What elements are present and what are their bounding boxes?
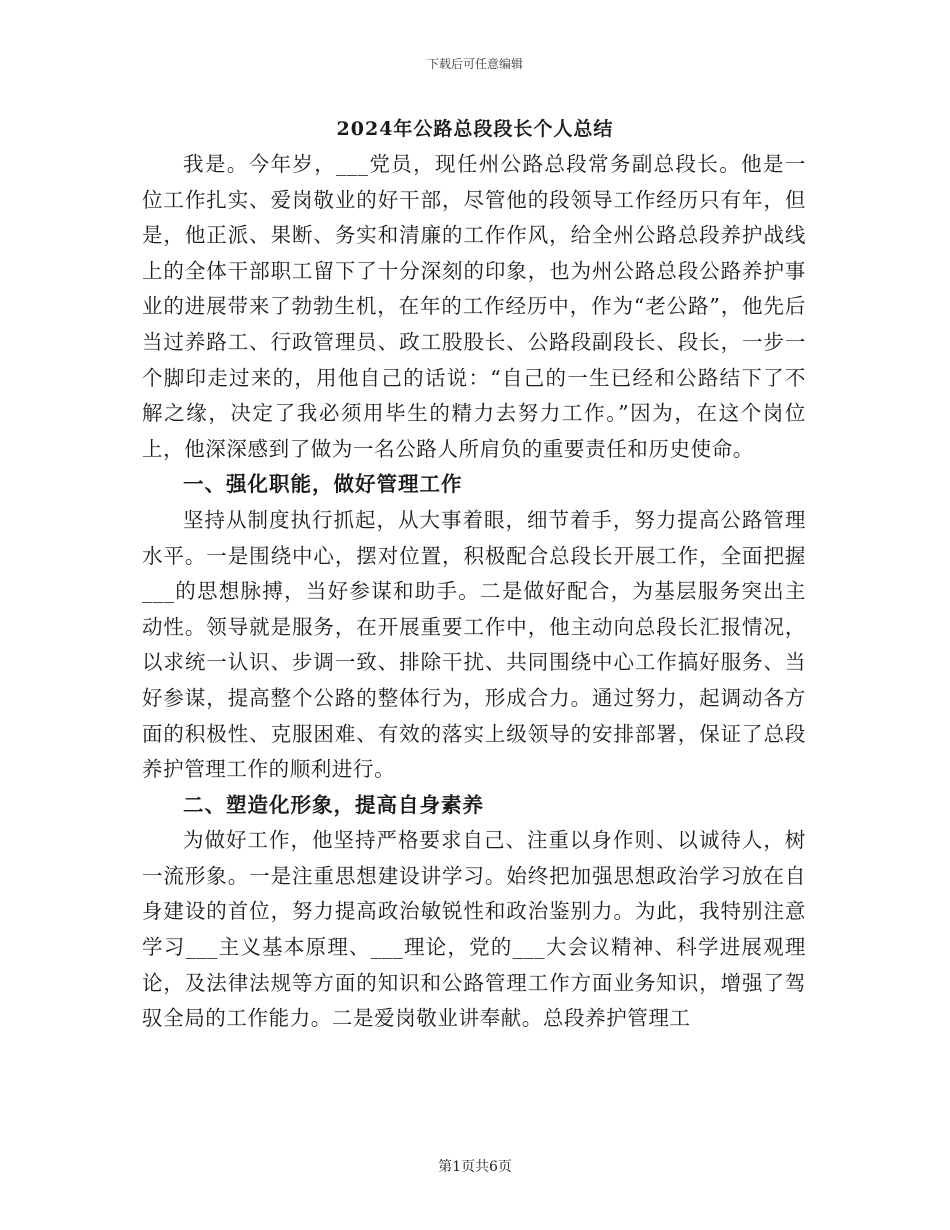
document-title: 2024年公路总段段长个人总结 [336, 118, 614, 140]
section-heading-1: 一、强化职能，做好管理工作 [183, 472, 463, 497]
page-footer: 第1页共6页 [438, 1159, 512, 1175]
section-heading-2: 二、塑造化形象，提高自身素养 [183, 792, 484, 817]
paragraph-intro: 我是。今年岁，___党员，现任州公路总段常务副总段长。他是一位工作扎实、爱岗敬业的好干部，尽管他的段领导工作经历只有年，但是，他正派、果断、务实和清廉的工作作风，给全州公路总段养护战线上的全体干部职工留下了十分深刻的印象，也为州公路总段公路养护事业的进展带来了勃勃生机，在年的工作经历中，作为“老公路”，他先后当过养路工、行政管理员、政工股股长、公路段副段长、段长，一步一个脚印走过来的，用他自己的话说：“自己的一生已经和公路结下了不解之缘，决定了我必须用毕生的精力去努力工作。”因为，在这个岗位上，他深深感到了做为一名公路人所肩负的重要责任和历史使命。 [142, 152, 806, 461]
paragraph-management: 坚持从制度执行抓起，从大事着眼，细节着手，努力提高公路管理水平。一是围绕中心，摆对位置，积极配合总段长开展工作，全面把握___的思想脉搏，当好参谋和助手。二是做好配合，为基层服务突出主动性。领导就是服务，在开展重要工作中，他主动向总段长汇报情况，以求统一认识、步调一致、排除干扰、共同围绕中心工作搞好服务、当好参谋，提高整个公路的整体行为，形成合力。通过努力，起调动各方面的积极性、克服困难、有效的落实上级领导的安排部署，保证了总段养护管理工作的顺利进行。 [142, 507, 806, 782]
header-note: 下载后可任意编辑 [426, 57, 523, 71]
document-body [142, 147, 806, 1037]
paragraph-self-improvement: 为做好工作，他坚持严格要求自己、注重以身作则、以诚待人，树一流形象。一是注重思想建设讲学习。始终把加强思想政治学习放在自身建设的首位，努力提高政治敏锐性和政治鉴别力。为此，我特别注意学习___主义基本原理、___理论，党的___大会议精神、科学进展观理论，及法律法规等方面的知识和公路管理工作方面业务知识，增强了驾驭全局的工作能力。二是爱岗敬业讲奉献。总段养护管理工 [142, 828, 806, 1031]
